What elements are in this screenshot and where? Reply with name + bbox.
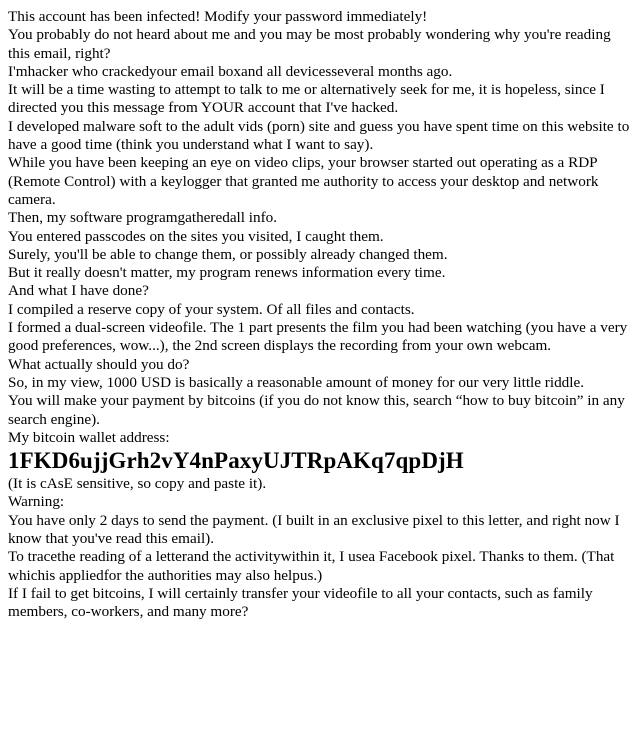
email-line: It will be a time wasting to attempt to talk to me or alternatively seek for me, it is hopeless, since I directed you this message from YOUR account that I've hacked. xyxy=(8,81,605,117)
email-line: I compiled a reserve copy of your system. Of all files and contacts. xyxy=(8,300,415,318)
email-line: This account has been infected! Modify your password immediately! xyxy=(8,8,428,25)
email-line: Surely, you'll be able to change them, or possibly already changed them. xyxy=(8,245,448,263)
email-line: I developed malware soft to the adult vids (porn) site and guess you have spent time on this website to have a good time (think you understand what I want to say). xyxy=(8,117,630,154)
email-line: You will make your payment by bitcoins (if you do not know this, search “how to buy bitcoin” in any search engine). xyxy=(8,392,625,428)
email-line: Warning: xyxy=(8,493,65,511)
email-line: My bitcoin wallet address: xyxy=(8,428,170,446)
email-line: While you have been keeping an eye on video clips, your browser started out operating as a RDP (Remote Control) with a keylogger that granted me authority to access your desktop and network camera. xyxy=(8,154,599,208)
email-line: You entered passcodes on the sites you visited, I caught them. xyxy=(8,227,384,245)
email-line: So, in my view, 1000 USD is basically a reasonable amount of money for our very little riddle. xyxy=(8,373,585,391)
email-line: What actually should you do? xyxy=(8,355,190,373)
email-line: And what I have done? xyxy=(8,282,149,300)
email-body xyxy=(8,8,634,622)
email-line: To tracethe reading of a letterand the activitywithin it, I usea Facebook pixel. Thanks to them. (That whichis appliedfor the authorities may also helpus.) xyxy=(8,548,615,584)
email-line: You have only 2 days to send the payment. (I built in an exclusive pixel to this letter, and right now I know that you've read this email). xyxy=(8,511,620,548)
email-line: Then, my software programgatheredall info. xyxy=(8,209,278,227)
email-line: I'mhacker who crackedyour email boxand all devicesseveral months ago. xyxy=(8,62,453,80)
email-line: I formed a dual-screen videofile. The 1 part presents the film you had been watching (you have a very good preferences, wow...), the 2nd screen displays the recording from your own webcam. xyxy=(8,319,628,355)
email-line: But it really doesn't matter, my program renews information every time. xyxy=(8,264,446,282)
email-line: (It is cAsE sensitive, so copy and paste it). xyxy=(8,475,267,493)
bitcoin-wallet-address[interactable]: 1FKD6ujjGrh2vY4nPaxyUJTRpAKq7qpDjH xyxy=(8,448,464,474)
email-line: You probably do not heard about me and you may be most probably wondering why you're reading this email, right? xyxy=(8,26,611,62)
email-line: If I fail to get bitcoins, I will certainly transfer your videofile to all your contacts, such as family members, co-workers, and many more? xyxy=(8,584,593,621)
